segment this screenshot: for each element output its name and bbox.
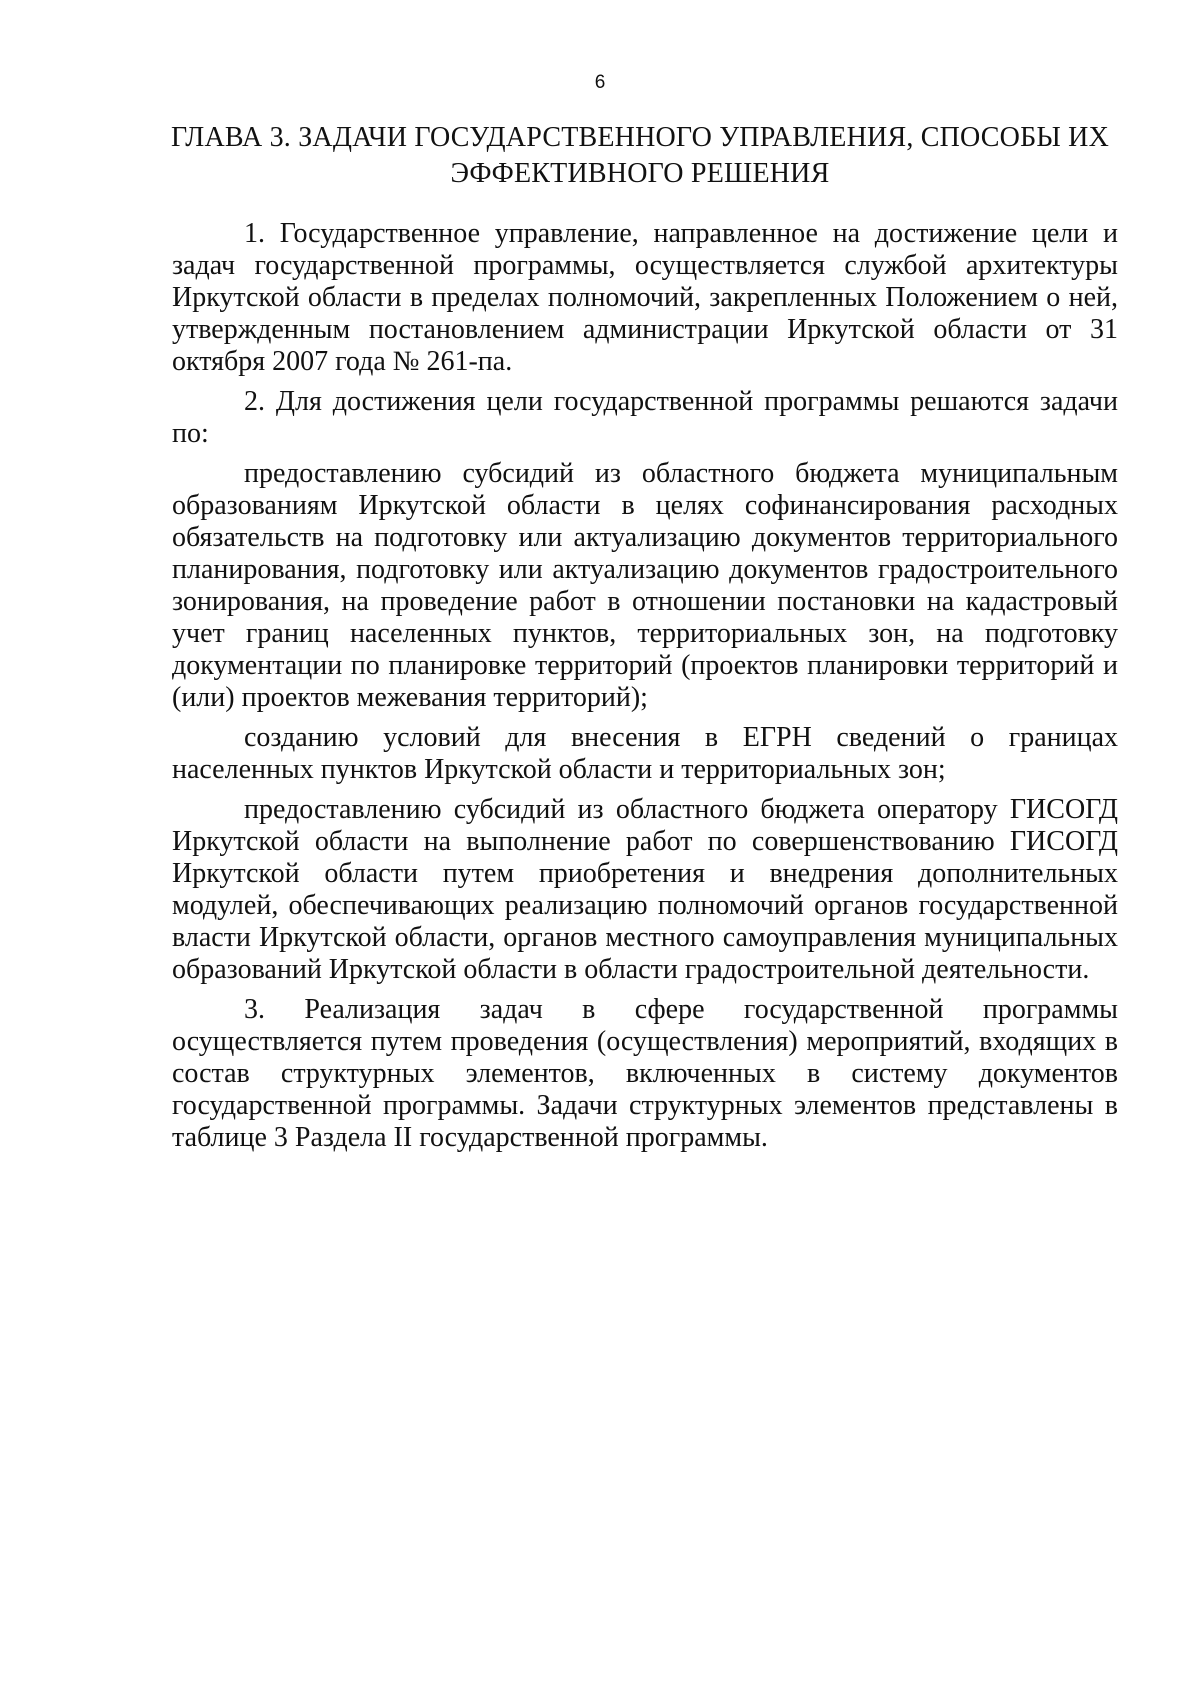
- chapter-title: ГЛАВА 3. ЗАДАЧИ ГОСУДАРСТВЕННОГО УПРАВЛЕНИЯ, СПОСОБЫ ИХ ЭФФЕКТИВНОГО РЕШЕНИЯ: [170, 122, 1110, 189]
- paragraph-task-2: созданию условий для внесения в ЕГРН сведений о границах населенных пунктов Иркутской области и территориальных зон;: [172, 722, 1118, 785]
- page-number: 6: [594, 72, 606, 93]
- paragraph-2: 2. Для достижения цели государственной программы решаются задачи по:: [172, 386, 1118, 449]
- paragraph-1: 1. Государственное управление, направленное на достижение цели и задач государственной программы, осуществляется службой архитектуры Иркутской области в пределах полномочий, закрепленных Положением о ней, утвержденным постановлением администрации Иркутской области от 31 октября 2007 года № 261-па.: [172, 218, 1118, 377]
- paragraph-task-3: предоставлению субсидий из областного бюджета оператору ГИСОГД Иркутской области на выполнение работ по совершенствованию ГИСОГД Иркутской области путем приобретения и внедрения дополнительных модулей, обеспечивающих реализацию полномочий органов государственной власти Иркутской области, органов местного самоуправления муниципальных образований Иркутской области в области градостроительной деятельности.: [172, 794, 1118, 985]
- paragraph-task-1: предоставлению субсидий из областного бюджета муниципальным образованиям Иркутской области в целях софинансирования расходных обязательств на подготовку или актуализацию документов территориального планирования, подготовку или актуализацию документов градостроительного зонирования, на проведение работ в отношении постановки на кадастровый учет границ населенных пунктов, территориальных зон, на подготовку документации по планировке территорий (проектов планировки территорий и (или) проектов межевания территорий);: [172, 458, 1118, 713]
- paragraph-3: 3. Реализация задач в сфере государственной программы осуществляется путем проведения (осуществления) мероприятий, входящих в состав структурных элементов, включенных в систему документов государственной программы. Задачи структурных элементов представлены в таблице 3 Раздела II государственной программы.: [172, 994, 1118, 1153]
- document-body: [172, 218, 1118, 1154]
